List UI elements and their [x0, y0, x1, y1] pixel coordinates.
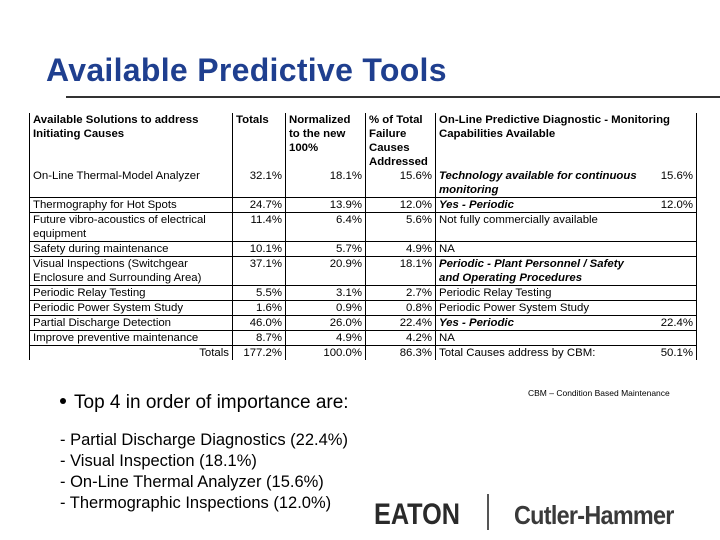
logo-divider	[487, 494, 489, 530]
cell-capability	[436, 286, 697, 301]
cell-capability	[436, 316, 697, 331]
header-solutions: Available Solutions to address Initiating Causes	[30, 113, 233, 169]
cell-normalized: 20.9%	[286, 257, 366, 286]
cell-pct: 12.0%	[366, 198, 436, 213]
cell-solution: Thermography for Hot Spots	[30, 198, 233, 213]
cell-solution: On-Line Thermal-Model Analyzer	[30, 169, 233, 198]
bullet-text: Top 4 in order of importance are:	[74, 392, 349, 413]
cell-capability	[436, 169, 697, 198]
cell-solution: Partial Discharge Detection	[30, 316, 233, 331]
cell-capability	[436, 257, 697, 286]
capability-text: Yes - Periodic	[439, 199, 514, 211]
slide-title: Available Predictive Tools	[46, 52, 447, 88]
cell-solution: Improve preventive maintenance	[30, 331, 233, 346]
cell-normalized: 18.1%	[286, 169, 366, 198]
cell-normalized: 0.9%	[286, 301, 366, 316]
cell-pct: 15.6%	[366, 169, 436, 198]
cell-solution: Safety during maintenance	[30, 242, 233, 257]
totals-label: Totals	[30, 346, 233, 361]
table-row	[30, 286, 697, 301]
predictive-tools-table	[29, 113, 696, 360]
capability-pct	[643, 331, 693, 345]
cell-solution: Future vibro-acoustics of electrical equipment	[30, 213, 233, 242]
cell-normalized: 26.0%	[286, 316, 366, 331]
capability-text: NA	[439, 243, 455, 255]
list-item: - Visual Inspection (18.1%)	[60, 452, 257, 470]
top-four-list	[60, 430, 348, 514]
table-row	[30, 331, 697, 346]
bullet-dot-icon	[60, 398, 66, 404]
eaton-logo	[374, 496, 460, 530]
cell-pct: 5.6%	[366, 213, 436, 242]
capability-pct: 12.0%	[660, 199, 693, 211]
cell-normalized: 5.7%	[286, 242, 366, 257]
cell-capability	[436, 198, 697, 213]
cell-total: 32.1%	[233, 169, 286, 198]
capability-text: Periodic Power System Study	[439, 302, 590, 314]
table-row	[30, 198, 697, 213]
header-normalized: Normalized to the new 100%	[286, 113, 366, 169]
totals-capability	[436, 346, 697, 361]
capability-pct: 22.4%	[660, 317, 693, 329]
cell-total: 37.1%	[233, 257, 286, 286]
cell-normalized: 13.9%	[286, 198, 366, 213]
cell-solution: Visual Inspections (Switchgear Enclosure and Surrounding Area)	[30, 257, 233, 286]
capability-pct	[643, 286, 693, 300]
cell-pct: 2.7%	[366, 286, 436, 301]
table-row	[30, 301, 697, 316]
cell-total: 1.6%	[233, 301, 286, 316]
table-row	[30, 257, 697, 286]
cell-capability	[436, 213, 697, 242]
title-underline	[66, 96, 720, 98]
table-row	[30, 169, 697, 198]
capability-pct	[643, 242, 693, 256]
list-item: - Partial Discharge Diagnostics (22.4%)	[60, 431, 348, 449]
list-item: - On-Line Thermal Analyzer (15.6%)	[60, 473, 324, 491]
list-item: - Thermographic Inspections (12.0%)	[60, 494, 332, 512]
totals-normalized: 100.0%	[286, 346, 366, 361]
capability-text: Periodic Relay Testing	[439, 287, 552, 299]
cell-total: 46.0%	[233, 316, 286, 331]
cell-normalized: 3.1%	[286, 286, 366, 301]
table-row	[30, 316, 697, 331]
capability-pct	[643, 213, 693, 227]
table-header-row	[30, 113, 697, 169]
cell-pct: 18.1%	[366, 257, 436, 286]
totals-total: 177.2%	[233, 346, 286, 361]
header-totals: Totals	[233, 113, 286, 169]
capability-text: Technology available for continuous monitoring	[439, 170, 637, 196]
cutler-hammer-logo: Cutler-Hammer	[514, 500, 674, 530]
capability-pct	[643, 257, 693, 285]
cell-normalized: 6.4%	[286, 213, 366, 242]
totals-pct: 86.3%	[366, 346, 436, 361]
cell-total: 10.1%	[233, 242, 286, 257]
cell-normalized: 4.9%	[286, 331, 366, 346]
cell-pct: 4.2%	[366, 331, 436, 346]
totals-row	[30, 346, 697, 361]
eaton-logo-text: EATON	[374, 498, 460, 531]
cell-capability	[436, 242, 697, 257]
capability-text: Periodic - Plant Personnel / Safety and Operating Procedures	[439, 258, 624, 284]
cell-pct: 0.8%	[366, 301, 436, 316]
header-capabilities: On-Line Predictive Diagnostic - Monitoring Capabilities Available	[436, 113, 697, 169]
cell-total: 8.7%	[233, 331, 286, 346]
cell-total: 24.7%	[233, 198, 286, 213]
table-row	[30, 242, 697, 257]
capability-pct	[643, 301, 693, 315]
cell-solution: Periodic Relay Testing	[30, 286, 233, 301]
cell-capability	[436, 301, 697, 316]
cell-capability	[436, 331, 697, 346]
cell-solution: Periodic Power System Study	[30, 301, 233, 316]
bullet-heading	[60, 392, 349, 414]
capability-pct: 15.6%	[660, 170, 693, 182]
cell-total: 11.4%	[233, 213, 286, 242]
capability-text: Not fully commercially available	[439, 214, 598, 226]
totals-capability-pct: 50.1%	[660, 347, 693, 359]
cell-total: 5.5%	[233, 286, 286, 301]
cell-pct: 22.4%	[366, 316, 436, 331]
capability-text: Yes - Periodic	[439, 317, 514, 329]
cbm-footnote: CBM – Condition Based Maintenance	[528, 388, 670, 398]
capability-text: NA	[439, 332, 455, 344]
table-row	[30, 213, 697, 242]
header-pct-total: % of Total Failure Causes Addressed	[366, 113, 436, 169]
cell-pct: 4.9%	[366, 242, 436, 257]
totals-capability-text: Total Causes address by CBM:	[439, 347, 596, 359]
